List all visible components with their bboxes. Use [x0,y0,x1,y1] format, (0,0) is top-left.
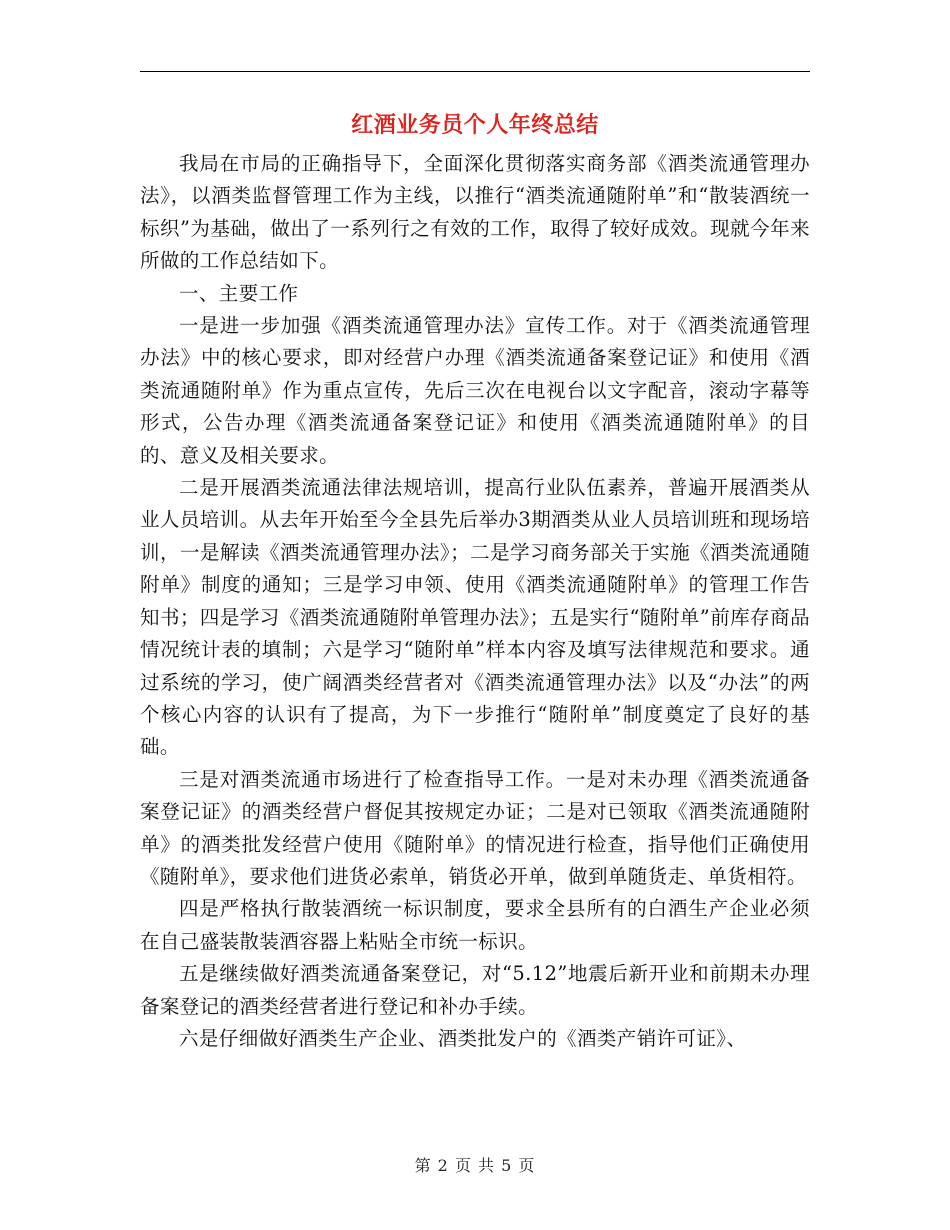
document-title: 红酒业务员个人年终总结 [351,112,599,138]
paragraph-item-2: 二是开展酒类流通法律法规培训，提高行业队伍素养，普遍开展酒类从业人员培训。从去年开始至今全县先后举办3期酒类从业人员培训班和现场培训，一是解读《酒类流通管理办法》；二是学习商务部关于实施《酒类流通随附单》制度的通知；三是学习申领、使用《酒类流通随附单》的管理工作告知书；四是学习《酒类流通随附单管理办法》；五是实行“随附单”前库存商品情况统计表的填制；六是学习“随附单”样本内容及填写法律规范和要求。通过系统的学习，使广阔酒类经营者对《酒类流通管理办法》以及“办法”的两个核心内容的认识有了提高，为下一步推行“随附单”制度奠定了良好的基础。 [140,476,810,759]
document-body [140,148,810,1055]
paragraph-item-4: 四是严格执行散装酒统一标识制度，要求全县所有的白酒生产企业必须在自己盛装散装酒容器上粘贴全市统一标识。 [140,897,810,953]
header-rule [140,71,810,72]
page-number-footer: 第 2 页 共 5 页 [414,1156,536,1175]
paragraph-intro: 我局在市局的正确指导下，全面深化贯彻落实商务部《酒类流通管理办法》，以酒类监督管理工作为主线，以推行“酒类流通随附单”和“散装酒统一标织”为基础，做出了一系列行之有效的工作，取得了较好成效。现就今年来所做的工作总结如下。 [140,152,810,273]
paragraph-item-1: 一是进一步加强《酒类流通管理办法》宣传工作。对于《酒类流通管理办法》中的核心要求，即对经营户办理《酒类流通备案登记证》和使用《酒类流通随附单》作为重点宣传，先后三次在电视台以文字配音，滚动字幕等形式，公告办理《酒类流通备案登记证》和使用《酒类流通随附单》的目的、意义及相关要求。 [140,314,810,467]
paragraph-item-3: 三是对酒类流通市场进行了检查指导工作。一是对未办理《酒类流通备案登记证》的酒类经营户督促其按规定办证；二是对已领取《酒类流通随附单》的酒类批发经营户使用《随附单》的情况进行检查，指导他们正确使用《随附单》，要求他们进货必索单，销货必开单，做到单随货走、单货相符。 [140,767,810,888]
paragraph-item-6: 六是仔细做好酒类生产企业、酒类批发户的《酒类产销许可证》、 [179,1026,747,1050]
paragraph-item-5: 五是继续做好酒类流通备案登记，对“5.12”地震后新开业和前期未办理备案登记的酒类经营者进行登记和补办手续。 [140,962,810,1018]
section-heading-main-work: 一、主要工作 [179,281,299,305]
